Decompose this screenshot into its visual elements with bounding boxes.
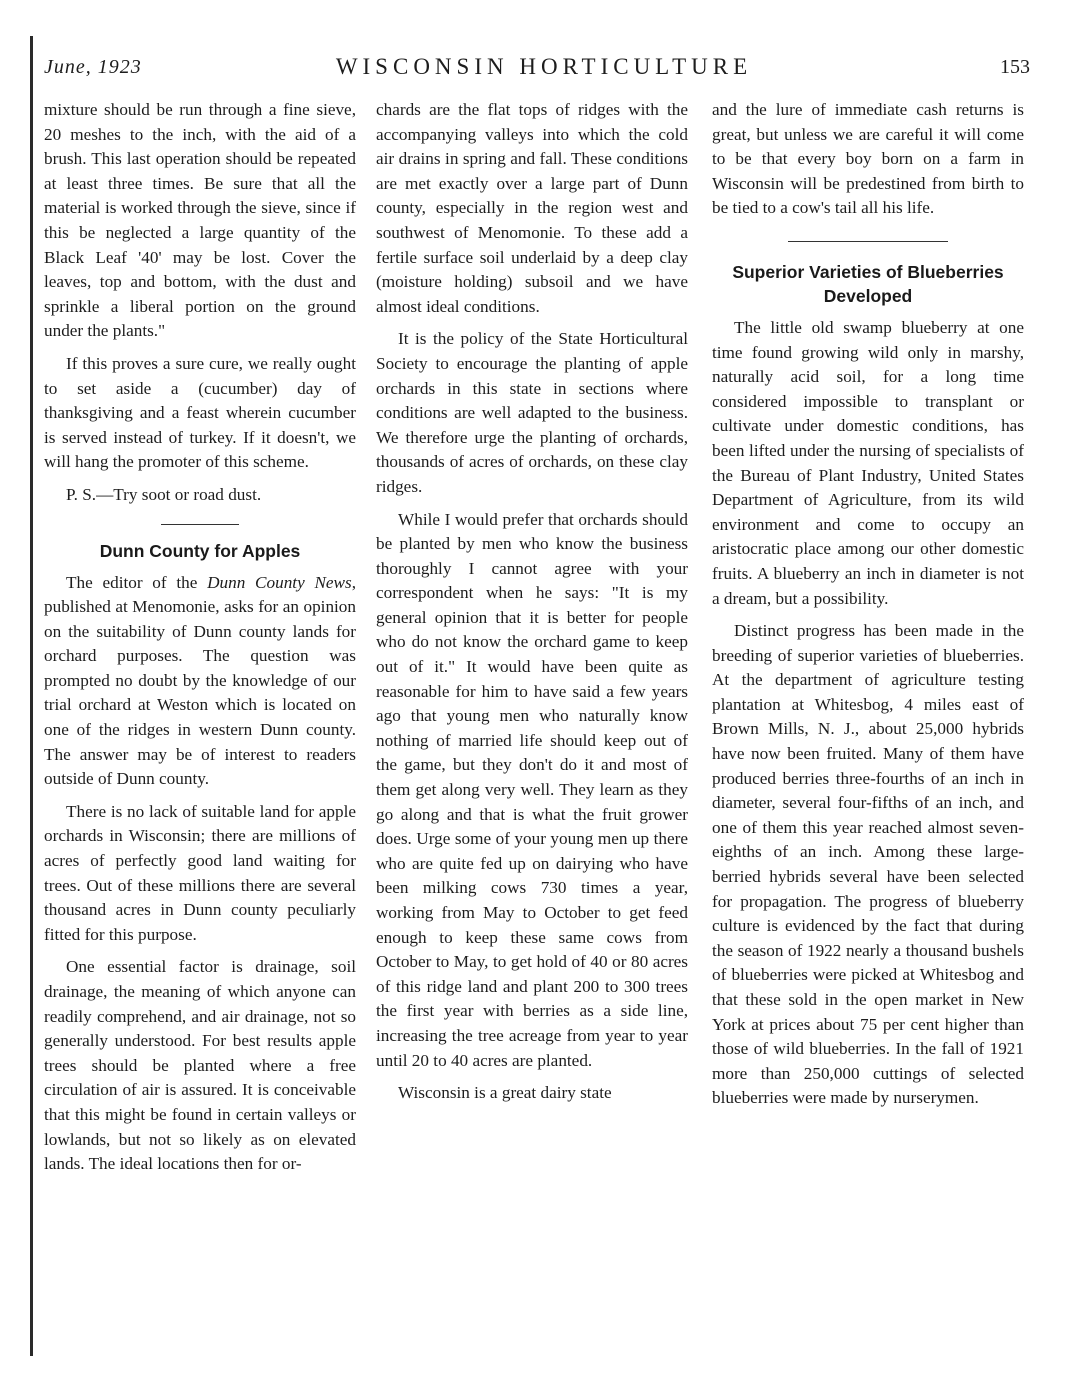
paragraph: and the lure of immediate cash returns is great, but unless we are careful it will come to be that every boy born on a farm in Wisconsin will be predestined from birth to be tied to a cow's tail all his life. (712, 100, 1024, 218)
paragraph: There is no lack of suitable land for apple orchards in Wisconsin; there are millions of acres of perfectly good land waiting for trees. Out of these millions there are several thousand acres in Dunn county peculiarly fitted for this purpose. (44, 801, 356, 944)
paragraph: Wisconsin is a great dairy state (398, 1083, 612, 1103)
text-run: The editor of the (66, 572, 208, 592)
paragraph: It is the policy of the State Horticultural Society to encourage the planting of apple orchards in this state in sections where conditions are well adapted to the business. We therefore urge the planting of orchards, thousands of acres of orchards, on these clay ridges. (376, 329, 688, 496)
paragraph (44, 571, 356, 792)
column-3 (712, 98, 1024, 1119)
paragraph: While I would prefer that orchards should be planted by men who know the business thoroughly I cannot agree with your correspondent when he says: "It is my general opinion that it is better for people who do not know the orchard game to keep out of it." It would have been quite as reasonable for him to have said a few years ago that young men who naturally know nothing of married life should keep out of the game, but they don't do it and most of them get along very well. They learn as they go along and that is what the fruit grower does. Urge some of your young men up there who are quite fed up on dairying who have been milking cows 730 times a year, working from May to October to get feed enough to keep these same cows from October to May, to get hold of 40 or 80 acres of this ridge land and plant 200 to 300 trees the first year with berries as a side line, increasing the tree acreage from year to year until 20 to 40 acres are planted. (376, 509, 688, 1070)
article-heading: Superior Varieties of Blueberries Developed (732, 261, 1004, 306)
section-divider (788, 241, 948, 242)
page-header (44, 52, 1044, 92)
article-heading: Dunn County for Apples (99, 540, 301, 561)
binding-edge-line (30, 36, 33, 1356)
paragraph: chards are the flat tops of ridges with the accompanying valleys into which the cold air drains in spring and fall. These conditions are met exactly over a large part of Dunn county, especially in the region west and southwest of Menomonie. To these add a fertile surface soil underlaid by a deep clay (moisture holding) subsoil and we have almost ideal conditions. (376, 100, 688, 316)
paragraph: The little old swamp blueberry at one time found growing wild only in marshy, naturally acid soil, for a long time considered impossible to transplant or cultivate under domestic conditions, has been lifted under the nursing of specialists of the Bureau of Plant Industry, United States Department of Agriculture, from its wild environment and come to occupy an aristocratic place among our other domestic fruits. A blueberry an inch in diameter is not a dream, but a possibility. (712, 317, 1024, 608)
column-1 (44, 98, 356, 1185)
journal-title: WISCONSIN HORTICULTURE (335, 54, 753, 79)
postscript: P. S.—Try soot or road dust. (66, 484, 262, 504)
paragraph: One essential factor is drainage, soil drainage, the meaning of which anyone can readily comprehend, and air drainage, not so generally understood. For best results apple trees should be planted where a free circulation of air is assured. It is conceivable that this might be found in certain valleys or lowlands, but not so likely as on elevated lands. The ideal locations then for or- (44, 957, 356, 1174)
text-run: , published at Menomonie, asks for an opinion on the suitability of Dunn county lands for orchard purposes. The question was prompted no doubt by the knowledge of our trial orchard at Weston which is located on one of the ridges in western Dunn county. The answer may be of interest to readers outside of Dunn county. (44, 572, 356, 789)
column-2 (376, 98, 688, 1114)
paragraph: Distinct progress has been made in the breeding of superior varieties of blueberries. At the department of agriculture testing plantation at Whitesbog, 4 miles east of Brown Mills, N. J., about 25,000 hybrids have now been fruited. Many of them have produced berries three-fourths of an inch in diameter, several four-fifths of an inch, and one of them this year reached almost seven-eighths of an inch. Among these large-berried hybrids several have been selected for propagation. The progress of blueberry culture is evidenced by the fact that during the season of 1922 nearly a thousand bushels of blueberries were picked at Whitesbog and that these sold in the open market in New York at prices about 75 per cent higher than those of wild blueberries. In the fall of 1921 more than 250,000 cuttings of selected blueberries were made by nurserymen. (712, 621, 1024, 1108)
issue-date: June, 1923 (44, 56, 142, 78)
paragraph: If this proves a sure cure, we really ought to set aside a (cucumber) day of thanksgiving and a feast wherein cucumber is served instead of turkey. If it doesn't, we will hang the promoter of this scheme. (44, 353, 356, 472)
page-number: 153 (1000, 56, 1030, 78)
section-divider (161, 524, 239, 525)
paragraph: mixture should be run through a fine sieve, 20 meshes to the inch, with the aid of a brush. This last operation should be repeated at least three times. Be sure that all the material is worked through the sieve, since if this be neglected a large quantity of the Black Leaf '40' may be lost. Cover the leaves, top and bottom, with the dust and sprinkle a liberal portion on the ground under the plants." (44, 100, 356, 341)
newspaper-name: Dunn County News (207, 572, 352, 592)
